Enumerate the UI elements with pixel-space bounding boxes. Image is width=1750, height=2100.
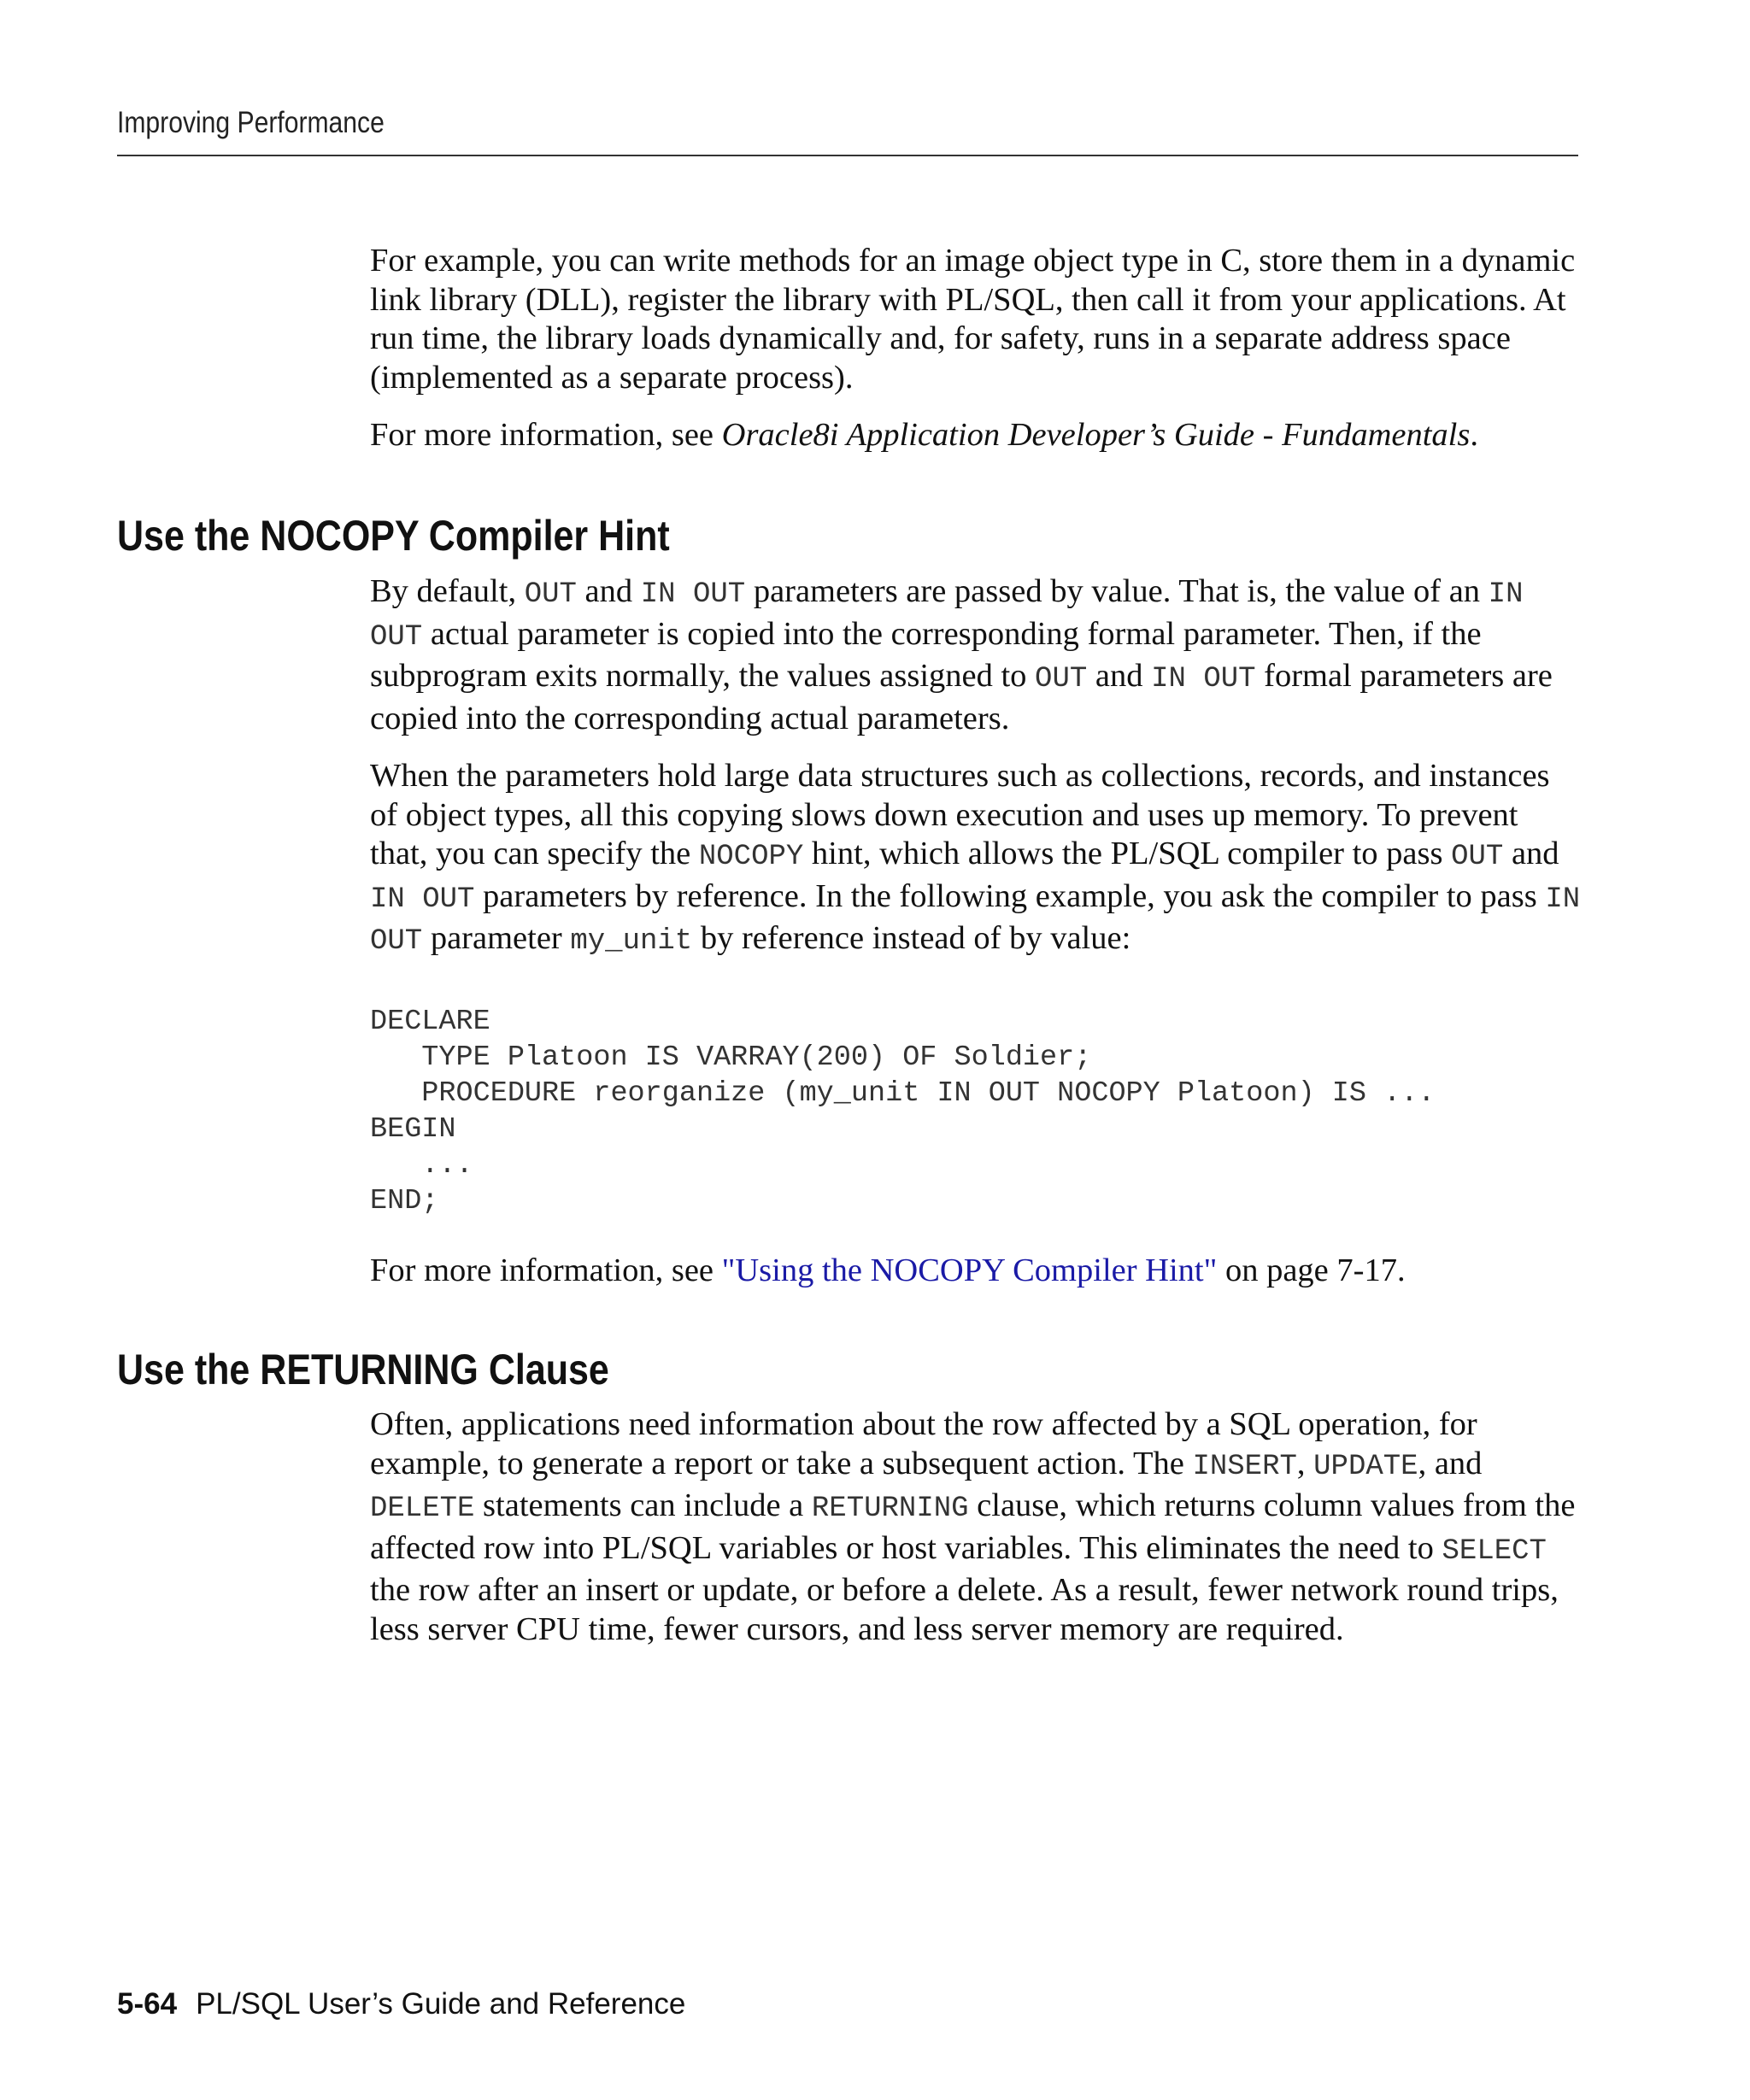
- intro-block: [370, 242, 1583, 455]
- nocopy-paragraph-2: When the parameters hold large data structures such as collections, records, and instances of object types, all this copying slows down execution and uses up memory. To prevent that, you can specify the NOCOPY hint, which allows the PL/SQL compiler to pass OUT and IN OUT parameters by reference. In the following example, you ask the compiler to pass IN OUT parameter my_unit by reference instead of by value:: [370, 758, 1581, 958]
- code-term: SELECT: [1442, 1534, 1547, 1568]
- nocopy-reference-paragraph: For more information, see "Using the NOCOPY Compiler Hint" on page 7-17.: [370, 1252, 1406, 1288]
- code-term: IN OUT: [640, 578, 746, 611]
- code-term: IN OUT: [370, 883, 1581, 958]
- intro-reference-paragraph: [370, 416, 1583, 455]
- code-term: INSERT: [1192, 1450, 1297, 1483]
- code-term: UPDATE: [1313, 1450, 1418, 1483]
- code-example: DECLARE TYPE Platoon IS VARRAY(200) OF Soldier; PROCEDURE reorganize (my_unit IN OUT NOCOPY Platoon) IS ... BEGIN ... END;: [370, 1006, 1436, 1217]
- code-term: DELETE: [370, 1493, 475, 1525]
- code-term: NOCOPY: [698, 841, 804, 873]
- cross-reference-link[interactable]: "Using the NOCOPY Compiler Hint": [721, 1252, 1218, 1288]
- reference-suffix: .: [1470, 417, 1478, 453]
- header-rule: [117, 155, 1578, 156]
- book-title: PL/SQL User’s Guide and Reference: [196, 1987, 686, 2021]
- intro-paragraph: For example, you can write methods for an image object type in C, store them in a dynamic link library (DLL), register the library with PL/SQL, then call it from your applications. At run time, the library loads dynamically and, for safety, runs in a separate address space (implemented as a separate process).: [370, 243, 1576, 396]
- code-term: IN OUT: [1151, 663, 1256, 695]
- code-term: IN OUT: [370, 883, 475, 916]
- book-reference-title: Oracle8i Application Developer’s Guide - Fundamentals: [721, 417, 1471, 453]
- code-term: my_unit: [570, 925, 693, 958]
- running-header: Improving Performance: [117, 106, 385, 139]
- section-heading-returning: Use the RETURNING Clause: [117, 1346, 609, 1393]
- code-term: OUT: [524, 578, 577, 611]
- code-term: RETURNING: [811, 1493, 969, 1525]
- code-term: OUT: [1035, 663, 1088, 695]
- nocopy-reference: [370, 1252, 1583, 1291]
- nocopy-body: [370, 572, 1583, 962]
- code-term: OUT: [1451, 841, 1504, 873]
- code-term: IN OUT: [370, 578, 1524, 654]
- nocopy-paragraph-1: By default, OUT and IN OUT parameters are passed by value. That is, the value of an IN OUT actual parameter is copied into the corresponding formal parameter. Then, if the subprogram exits normally, the values assigned to OUT and IN OUT formal parameters are copied into the corresponding actual parameters.: [370, 573, 1553, 736]
- reference-prefix: For more information, see: [370, 417, 722, 453]
- page-number: 5-64: [117, 1987, 178, 2021]
- section-heading-nocopy: Use the NOCOPY Compiler Hint: [117, 512, 670, 560]
- returning-paragraph: Often, applications need information about the row affected by a SQL operation, for example, to generate a report or take a subsequent action. The INSERT, UPDATE, and DELETE statements can include a RETURNING clause, which returns column values from the affected row into PL/SQL variables or host variables. This eliminates the need to SELECT the row after an insert or update, or before a delete. As a result, fewer network round trips, less server CPU time, fewer cursors, and less server memory are required.: [370, 1406, 1576, 1647]
- page-footer: [117, 1987, 685, 2021]
- returning-body: [370, 1405, 1583, 1649]
